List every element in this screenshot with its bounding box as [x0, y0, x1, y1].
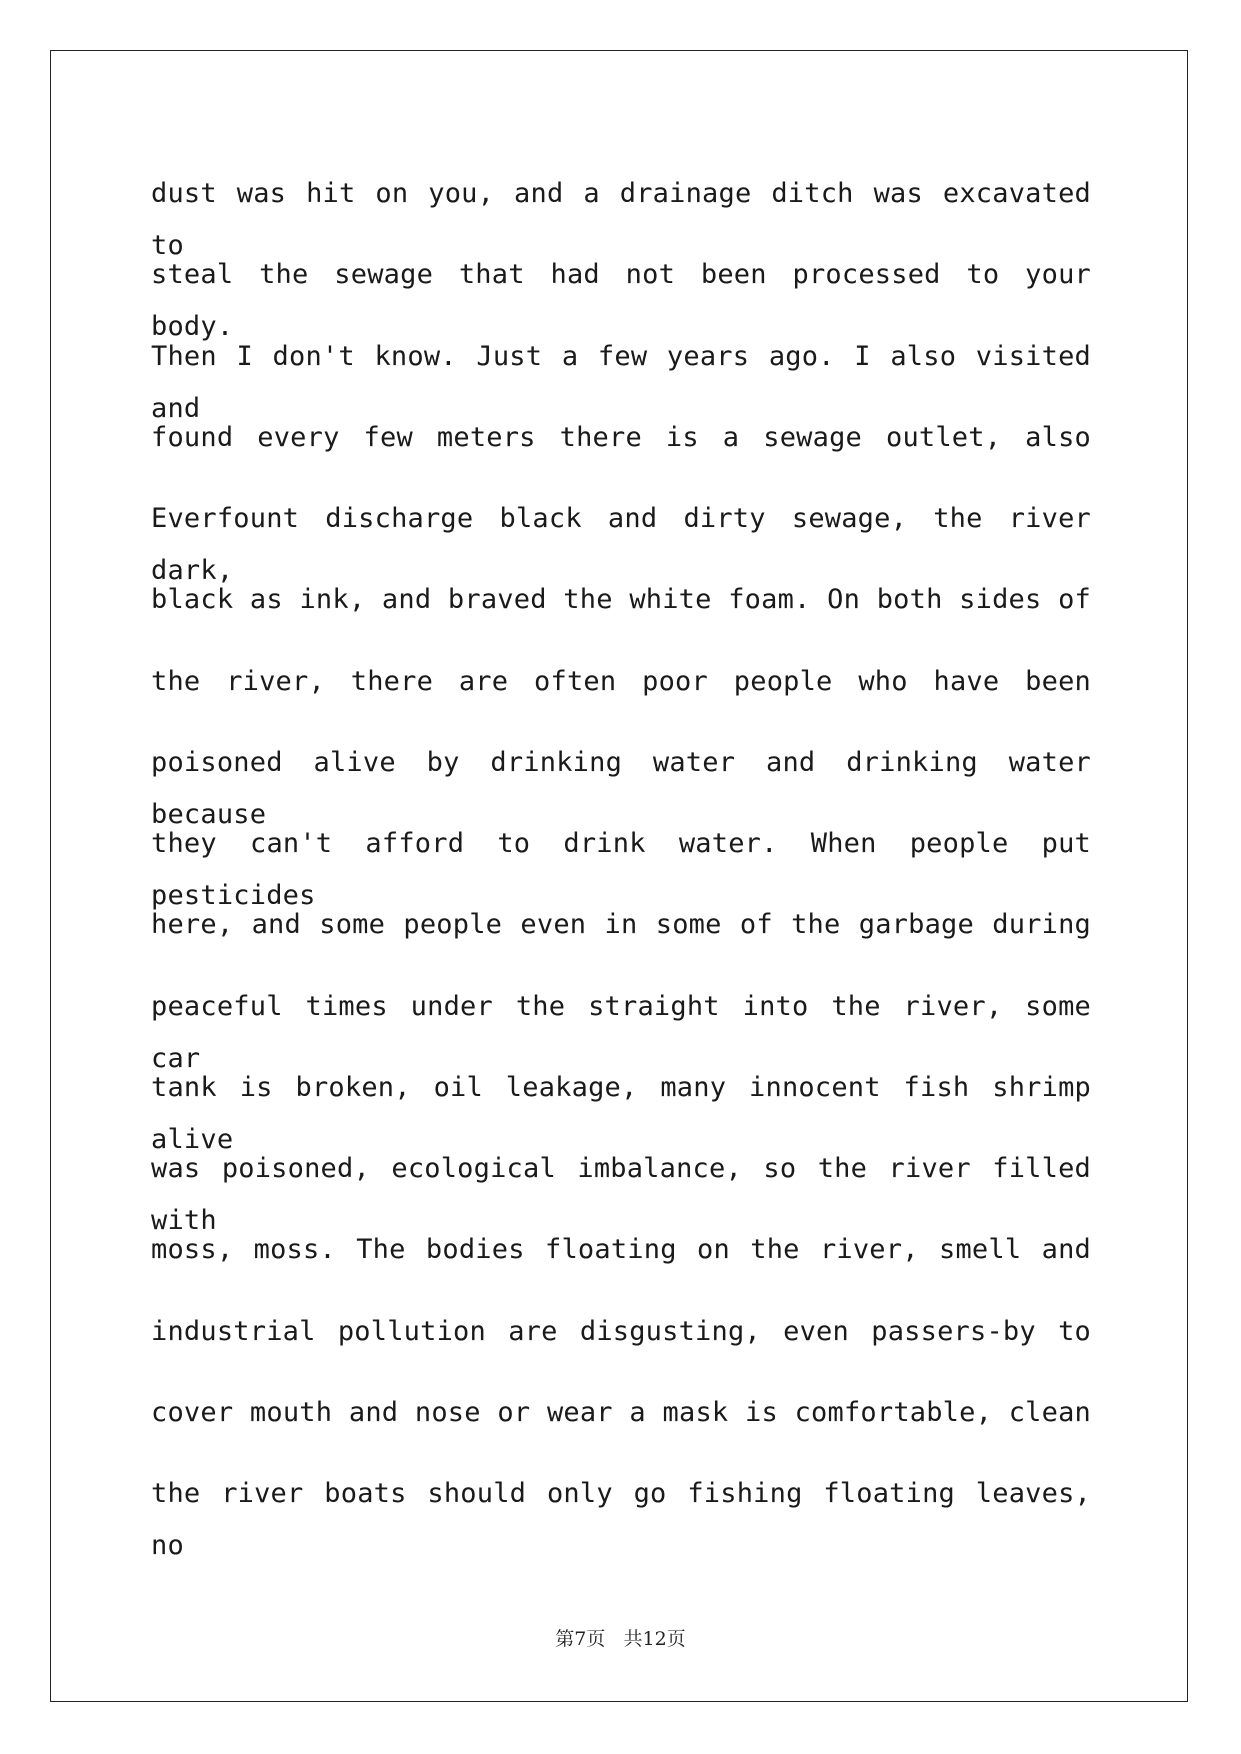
text-line: peaceful times under the straight into the river, some car — [151, 990, 1091, 1074]
text-line: found every few meters there is a sewage outlet, also — [151, 421, 1091, 453]
text-line: they can't afford to drink water. When people put pesticides — [151, 828, 1091, 911]
text-line: Then I don't know. Just a few years ago. I also visited and — [151, 340, 1091, 424]
body-text — [151, 168, 1091, 1561]
text-line: the river, there are often poor people who have been — [151, 665, 1091, 697]
page-number: 第7页 — [555, 1628, 606, 1650]
text-line: Everfount discharge black and dirty sewage, the river dark, — [151, 503, 1091, 586]
text-line: black as ink, and braved the white foam. On both sides of — [151, 584, 1091, 616]
page-total: 共12页 — [623, 1628, 686, 1650]
text-line: moss, moss. The bodies floating on the river, smell and — [151, 1234, 1091, 1266]
text-line: steal the sewage that had not been processed to your body. — [151, 259, 1091, 343]
text-line: industrial pollution are disgusting, even passers-by to — [151, 1315, 1091, 1347]
text-line: dust was hit on you, and a drainage ditch was excavated to — [151, 178, 1091, 261]
text-line: poisoned alive by drinking water and drinking water because — [151, 746, 1091, 830]
text-line: the river boats should only go fishing floating leaves, no — [151, 1478, 1091, 1561]
text-line: here, and some people even in some of the garbage during — [151, 909, 1091, 941]
text-line: tank is broken, oil leakage, many innocent fish shrimp alive — [151, 1071, 1091, 1155]
text-line: was poisoned, ecological imbalance, so the river filled with — [151, 1153, 1091, 1236]
text-line: cover mouth and nose or wear a mask is comfortable, clean — [151, 1396, 1091, 1428]
page-number-footer — [0, 1624, 1241, 1651]
